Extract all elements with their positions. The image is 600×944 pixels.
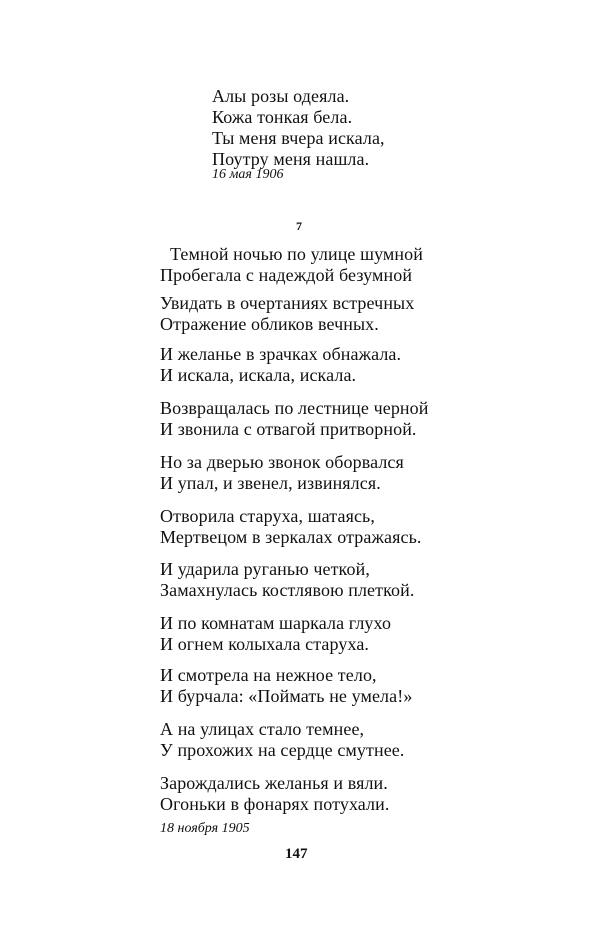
poem-line: А на улицах стало темнее, <box>160 719 365 739</box>
poem-line: Темной ночью по улице шумной <box>170 244 423 264</box>
poem-line: И желанье в зрачках обнажала. <box>160 344 402 364</box>
poem-stanza <box>160 293 414 335</box>
poem-line: Огоньки в фонарях потухали. <box>160 794 390 814</box>
poem-stanza <box>160 344 401 386</box>
poem-line: Замахнулась костлявою плеткой. <box>160 580 415 600</box>
poem-stanza <box>160 398 429 440</box>
poem-line: Пробегала с надеждой безумной <box>160 265 413 285</box>
poem-stanza <box>160 452 404 494</box>
poem-line: И упал, и звенел, извинялся. <box>160 473 381 493</box>
main-poem-date: 18 ноября 1905 <box>160 821 250 836</box>
poem-stanza <box>160 719 405 761</box>
poem-stanza <box>160 665 412 707</box>
top-poem-stanza <box>212 86 385 170</box>
poem-line: И ударила руганью четкой, <box>160 559 370 579</box>
poem-line: И искала, искала, искала. <box>160 365 357 385</box>
poem-stanza <box>160 613 391 655</box>
poem-line: И звонила с отвагой притворной. <box>160 419 417 439</box>
poem-line: Зарождались желанья и вяли. <box>160 773 388 793</box>
poem-stanza <box>160 506 421 548</box>
poem-stanza <box>160 244 423 286</box>
poem-line: Отворила старуха, шатаясь, <box>160 506 375 526</box>
poem-stanza <box>160 559 414 601</box>
poem-line: Поутру меня нашла. <box>212 149 370 169</box>
poem-line: Но за дверью звонок оборвался <box>160 452 404 472</box>
poem-line: У прохожих на сердце смутнее. <box>160 740 405 760</box>
poem-line: Кожа тонкая бела. <box>212 107 353 127</box>
poem-line: Мертвецом в зеркалах отражаясь. <box>160 527 422 547</box>
poem-stanza <box>160 773 389 815</box>
poem-line: Ты меня вчера искала, <box>212 128 385 148</box>
poem-line: И смотрела на нежное тело, <box>160 665 377 685</box>
top-poem-date: 16 мая 1906 <box>212 167 284 182</box>
poem-line: Отражение обликов вечных. <box>160 314 379 334</box>
poem-line: И бурчала: «Поймать не умела!» <box>160 686 413 706</box>
poem-line: И по комнатам шаркала глухо <box>160 613 392 633</box>
poem-number: 7 <box>296 219 302 233</box>
poem-line: Возвращалась по лестнице черной <box>160 398 429 418</box>
poem-line: Алы розы одеяла. <box>212 86 350 106</box>
page-number: 147 <box>285 846 308 862</box>
poem-line: И огнем колыхала старуха. <box>160 634 370 654</box>
poem-line: Увидать в очертаниях встречных <box>160 293 415 313</box>
